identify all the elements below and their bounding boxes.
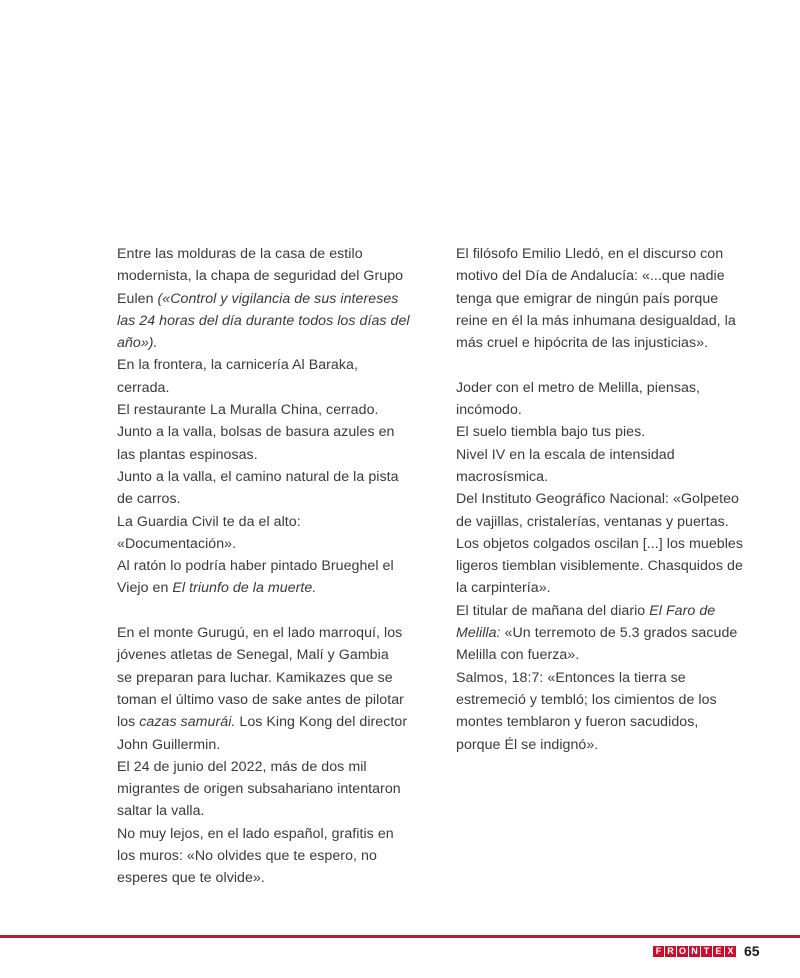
text-line: modernista, la chapa de seguridad del Grupo [117, 268, 404, 285]
paragraph [456, 243, 771, 354]
logo-letter: R [665, 946, 676, 957]
text-line: En el monte Gurugú, en el lado marroquí, los [117, 625, 403, 642]
text-line: los muros: «No olvides que te espero, no [117, 848, 377, 865]
paragraph-gap [456, 354, 771, 376]
text-line: año»). [117, 335, 158, 352]
logo-letter: N [689, 946, 700, 957]
text-line: de vajillas, cristalerías, ventanas y puertas. [456, 513, 729, 530]
text-line: El restaurante La Muralla China, cerrado. [117, 402, 379, 419]
text-line: motivo del Día de Andalucía: «...que nadie [456, 268, 725, 285]
italic-quote: («Control y vigilancia de sus intereses [157, 290, 399, 307]
text-line: Al ratón lo podría haber pintado Brueghel el [117, 558, 394, 575]
logo-letter: F [653, 946, 664, 957]
text-line: En la frontera, la carnicería Al Baraka, [117, 357, 358, 374]
page-number: 65 [744, 943, 760, 959]
text-line: Salmos, 18:7: «Entonces la tierra se [456, 669, 686, 686]
text-run: El titular de mañana del diario [456, 602, 650, 619]
text-line: de carros. [117, 491, 181, 508]
text-line: la carpintería». [456, 580, 551, 597]
text-line: Los objetos colgados oscilan [...] los muebles [456, 535, 743, 552]
newspaper-title: Melilla: [456, 625, 501, 642]
text-line: reine en él la más inhumana desigualdad, la [456, 312, 736, 329]
text-run: «Un terremoto de 5.3 grados sacude [500, 625, 738, 642]
text-line: tenga que emigrar de ningún país porque [456, 290, 719, 307]
frontex-logo [653, 946, 736, 957]
text-line: las 24 horas del día durante todos los días del [117, 312, 410, 329]
text-line: El 24 de junio del 2022, más de dos mil [117, 758, 367, 775]
text-line: No muy lejos, en el lado español, grafitis en [117, 825, 394, 842]
text-line: El suelo tiembla bajo tus pies. [456, 424, 646, 441]
newspaper-title: El Faro de [649, 602, 716, 619]
text-line: Junto a la valla, el camino natural de la pista [117, 468, 399, 485]
text-line: saltar la valla. [117, 803, 205, 820]
paragraph [456, 377, 771, 756]
text-line: John Guillermin. [117, 736, 221, 753]
right-column [456, 243, 771, 756]
paragraph [117, 622, 429, 890]
text-line: más cruel e hipócrita de las injusticias». [456, 335, 709, 352]
text-run: Eulen [117, 290, 158, 307]
text-line: Del Instituto Geográfico Nacional: «Golpeteo [456, 491, 739, 508]
text-line: ligeros tiemblan visiblemente. Chasquidos de [456, 558, 743, 575]
text-line: Melilla con fuerza». [456, 647, 580, 664]
text-line [117, 288, 429, 310]
text-run: Viejo en [117, 580, 173, 597]
text-line [456, 600, 771, 622]
text-line: migrantes de origen subsahariano intentaron [117, 781, 401, 798]
text-line: «Documentación». [117, 535, 237, 552]
text-line: montes temblaron y fueron sacudidos, [456, 714, 699, 731]
text-line: toman el último vaso de sake antes de pilotar [117, 691, 404, 708]
text-line: El filósofo Emilio Lledó, en el discurso con [456, 246, 724, 262]
logo-letter: T [701, 946, 712, 957]
text-line: las plantas espinosas. [117, 446, 258, 463]
logo-letter: E [713, 946, 724, 957]
logo-letter: X [725, 946, 736, 957]
text-line: estremeció y tembló; los cimientos de los [456, 691, 717, 708]
logo-letter: O [678, 946, 686, 956]
text-run: los [117, 714, 140, 731]
text-line: se preparan para luchar. Kamikazes que se [117, 669, 393, 686]
text-line [456, 622, 771, 644]
text-line: cerrada. [117, 379, 170, 396]
text-line [117, 711, 429, 733]
text-line: esperes que te olvide». [117, 870, 265, 887]
text-line: porque Él se indignó». [456, 736, 599, 753]
left-column [117, 243, 429, 890]
text-line: jóvenes atletas de Senegal, Malí y Gambia [117, 647, 389, 664]
text-line: Entre las molduras de la casa de estilo [117, 246, 363, 262]
text-line: Nivel IV en la escala de intensidad [456, 446, 675, 463]
paragraph [117, 243, 429, 600]
text-line: Junto a la valla, bolsas de basura azules en [117, 424, 395, 441]
artwork-title: El triunfo de la muerte. [172, 580, 317, 597]
footer-rule [0, 935, 800, 938]
text-run: Los King Kong del director [235, 714, 408, 731]
text-line [117, 577, 429, 599]
text-line: incómodo. [456, 402, 522, 419]
italic-term: cazas samurái. [139, 714, 236, 731]
text-line: Joder con el metro de Melilla, piensas, [456, 379, 701, 396]
text-line: macrosísmica. [456, 468, 549, 485]
paragraph-gap [117, 600, 429, 622]
text-line: La Guardia Civil te da el alto: [117, 513, 301, 530]
